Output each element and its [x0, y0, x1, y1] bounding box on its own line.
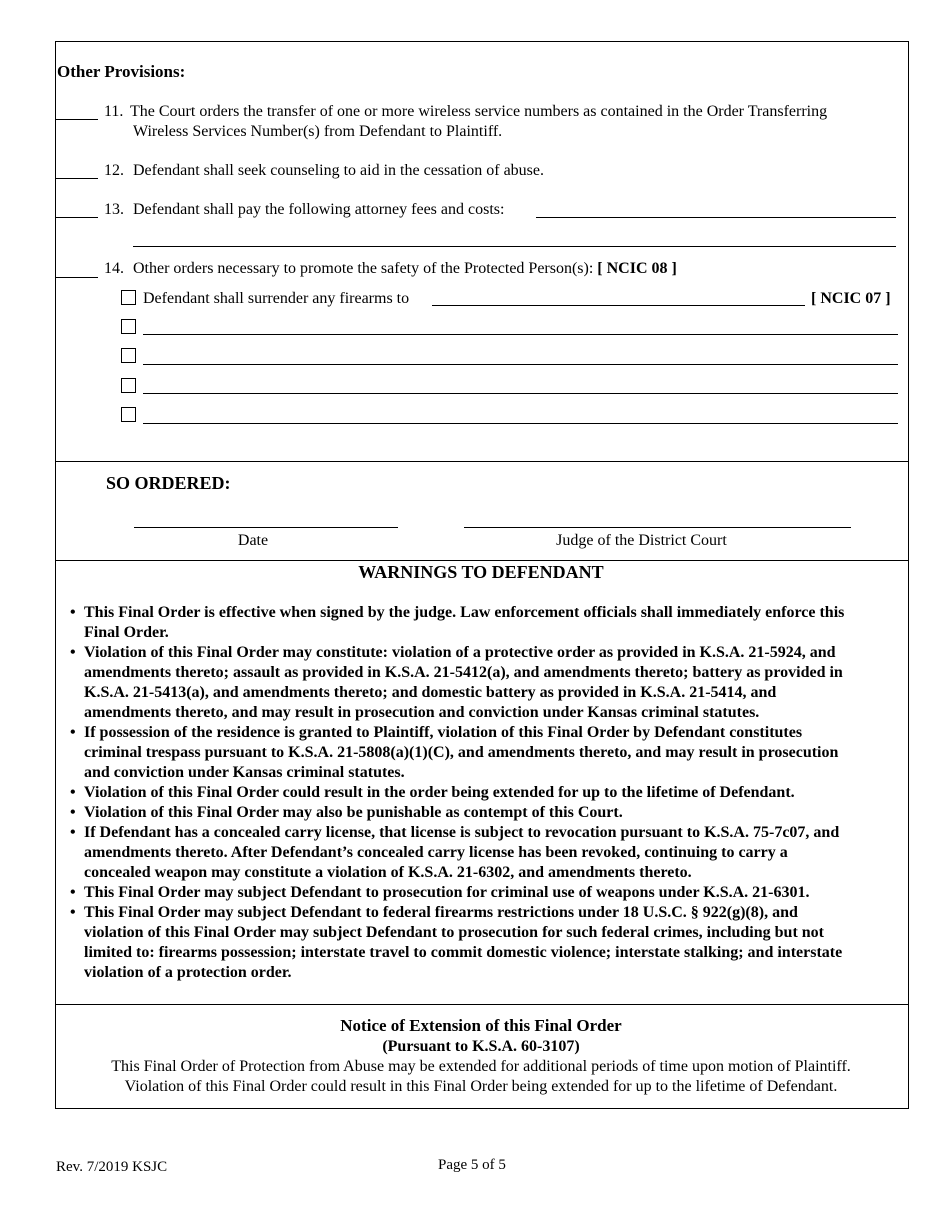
bullet-icon: •	[70, 724, 76, 741]
warning-item	[55, 883, 907, 903]
item-12-number: 12.	[104, 162, 124, 179]
warning-text-line: concealed weapon may constitute a violation of K.S.A. 21-6302, and amendments thereto.	[84, 864, 692, 881]
item-14-initial-blank[interactable]	[56, 277, 98, 278]
warnings-heading: WARNINGS TO DEFENDANT	[358, 562, 604, 582]
warning-text-line: amendments thereto; assault as provided in K.S.A. 21-5412(a), and amendments thereto; battery as provided in	[84, 664, 843, 681]
warning-text-line: amendments thereto, and may result in prosecution and conviction under Kansas criminal statutes.	[84, 704, 760, 721]
date-label: Date	[237, 532, 269, 549]
warning-text-line: If Defendant has a concealed carry license, that license is subject to revocation pursuant to K.S.A. 75-7c07, and	[84, 824, 840, 841]
item-14-label: Other orders necessary to promote the safety of the Protected Person(s):	[133, 260, 594, 277]
warning-text-line: limited to: firearms possession; interstate travel to commit domestic violence; interstate stalking; and interstate	[84, 944, 843, 961]
item-11-text-line2: Wireless Services Number(s) from Defendant to Plaintiff.	[133, 123, 503, 140]
item-11-text-line1: The Court orders the transfer of one or more wireless service numbers as contained in the Order Transferring	[130, 103, 828, 120]
attorney-fees-field[interactable]	[536, 217, 896, 218]
warning-text-line: Violation of this Final Order may also be punishable as contempt of this Court.	[84, 804, 623, 821]
warning-text-line: amendments thereto. After Defendant’s concealed carry license has been revoked, continuing to carry a	[84, 844, 788, 861]
bullet-icon: •	[70, 604, 76, 621]
date-signature-line[interactable]	[134, 527, 398, 528]
other-order-field-2[interactable]	[143, 364, 898, 365]
attorney-fees-field-line2[interactable]	[133, 246, 896, 247]
warning-item	[55, 903, 907, 983]
item-13-number: 13.	[104, 201, 124, 218]
bullet-icon: •	[70, 904, 76, 921]
bullet-icon: •	[70, 804, 76, 821]
warnings-list	[55, 603, 907, 983]
warning-item	[55, 603, 907, 643]
warning-text-line: This Final Order may subject Defendant to federal firearms restrictions under 18 U.S.C. § 922(g)(8), and	[84, 904, 798, 921]
warning-text-line: Violation of this Final Order may constitute: violation of a protective order as provided in K.S.A. 21-5924, and	[84, 644, 836, 661]
warning-item	[55, 643, 907, 723]
warning-text-line: criminal trespass pursuant to K.S.A. 21-5808(a)(1)(C), and amendments thereto, and may result in prosecution	[84, 744, 839, 761]
item-11-initial-blank[interactable]	[56, 119, 98, 120]
warning-text-line: If possession of the residence is granted to Plaintiff, violation of this Final Order by Defendant constitutes	[84, 724, 803, 741]
warning-text-line: This Final Order may subject Defendant to prosecution for criminal use of weapons under K.S.A. 21-6301.	[84, 884, 810, 901]
judge-label: Judge of the District Court	[556, 532, 727, 549]
other-order-field-3[interactable]	[143, 393, 898, 394]
warning-text-line: and conviction under Kansas criminal statutes.	[84, 764, 405, 781]
bullet-icon: •	[70, 824, 76, 841]
bullet-icon: •	[70, 644, 76, 661]
so-ordered-heading: SO ORDERED:	[106, 473, 231, 493]
ncic-08-code: [ NCIC 08 ]	[597, 260, 677, 277]
page-number: Page 5 of 5	[438, 1157, 506, 1173]
warning-text-line: K.S.A. 21-5413(a), and amendments thereto; and domestic battery as provided in K.S.A. 21-5414, and	[84, 684, 777, 701]
firearms-recipient-field[interactable]	[432, 305, 805, 306]
notice-line-1: This Final Order of Protection from Abuse may be extended for additional periods of time upon motion of Plaintiff.	[111, 1058, 851, 1075]
item-11-number: 11.	[104, 103, 124, 120]
warning-text-line: Final Order.	[84, 624, 169, 641]
item-14-number: 14.	[104, 260, 124, 277]
warning-text-line: violation of this Final Order may subject Defendant to prosecution for such federal crimes, including but not	[84, 924, 824, 941]
item-14-text	[133, 259, 677, 279]
warning-text-line: Violation of this Final Order could result in the order being extended for up to the lifetime of Defendant.	[84, 784, 795, 801]
item-13-initial-blank[interactable]	[56, 217, 98, 218]
warning-text-line: violation of a protection order.	[84, 964, 292, 981]
other-order-checkbox-2[interactable]	[121, 348, 136, 363]
other-order-checkbox-3[interactable]	[121, 378, 136, 393]
other-provisions-heading: Other Provisions:	[57, 62, 186, 81]
judge-signature-line[interactable]	[464, 527, 851, 528]
warning-item	[55, 823, 907, 883]
bullet-icon: •	[70, 784, 76, 801]
other-order-checkbox-4[interactable]	[121, 407, 136, 422]
ncic-07-code: [ NCIC 07 ]	[811, 290, 891, 307]
warning-item	[55, 723, 907, 783]
other-order-checkbox-1[interactable]	[121, 319, 136, 334]
firearms-checkbox[interactable]	[121, 290, 136, 305]
notice-heading: Notice of Extension of this Final Order	[340, 1016, 622, 1035]
firearms-text: Defendant shall surrender any firearms to	[143, 290, 410, 307]
other-order-field-4[interactable]	[143, 423, 898, 424]
item-12-initial-blank[interactable]	[56, 178, 98, 179]
warning-item	[55, 783, 907, 803]
revision-label: Rev. 7/2019 KSJC	[56, 1159, 168, 1175]
notice-line-2: Violation of this Final Order could result in this Final Order being extended for up to the lifetime of Defendant.	[124, 1078, 838, 1095]
item-13-text: Defendant shall pay the following attorney fees and costs:	[133, 201, 505, 218]
other-order-field-1[interactable]	[143, 334, 898, 335]
item-12-text: Defendant shall seek counseling to aid in the cessation of abuse.	[133, 162, 544, 179]
notice-subheading: (Pursuant to K.S.A. 60-3107)	[382, 1038, 580, 1055]
warning-text-line: This Final Order is effective when signed by the judge. Law enforcement officials shall immediately enforce this	[84, 604, 845, 621]
warning-item	[55, 803, 907, 823]
bullet-icon: •	[70, 884, 76, 901]
